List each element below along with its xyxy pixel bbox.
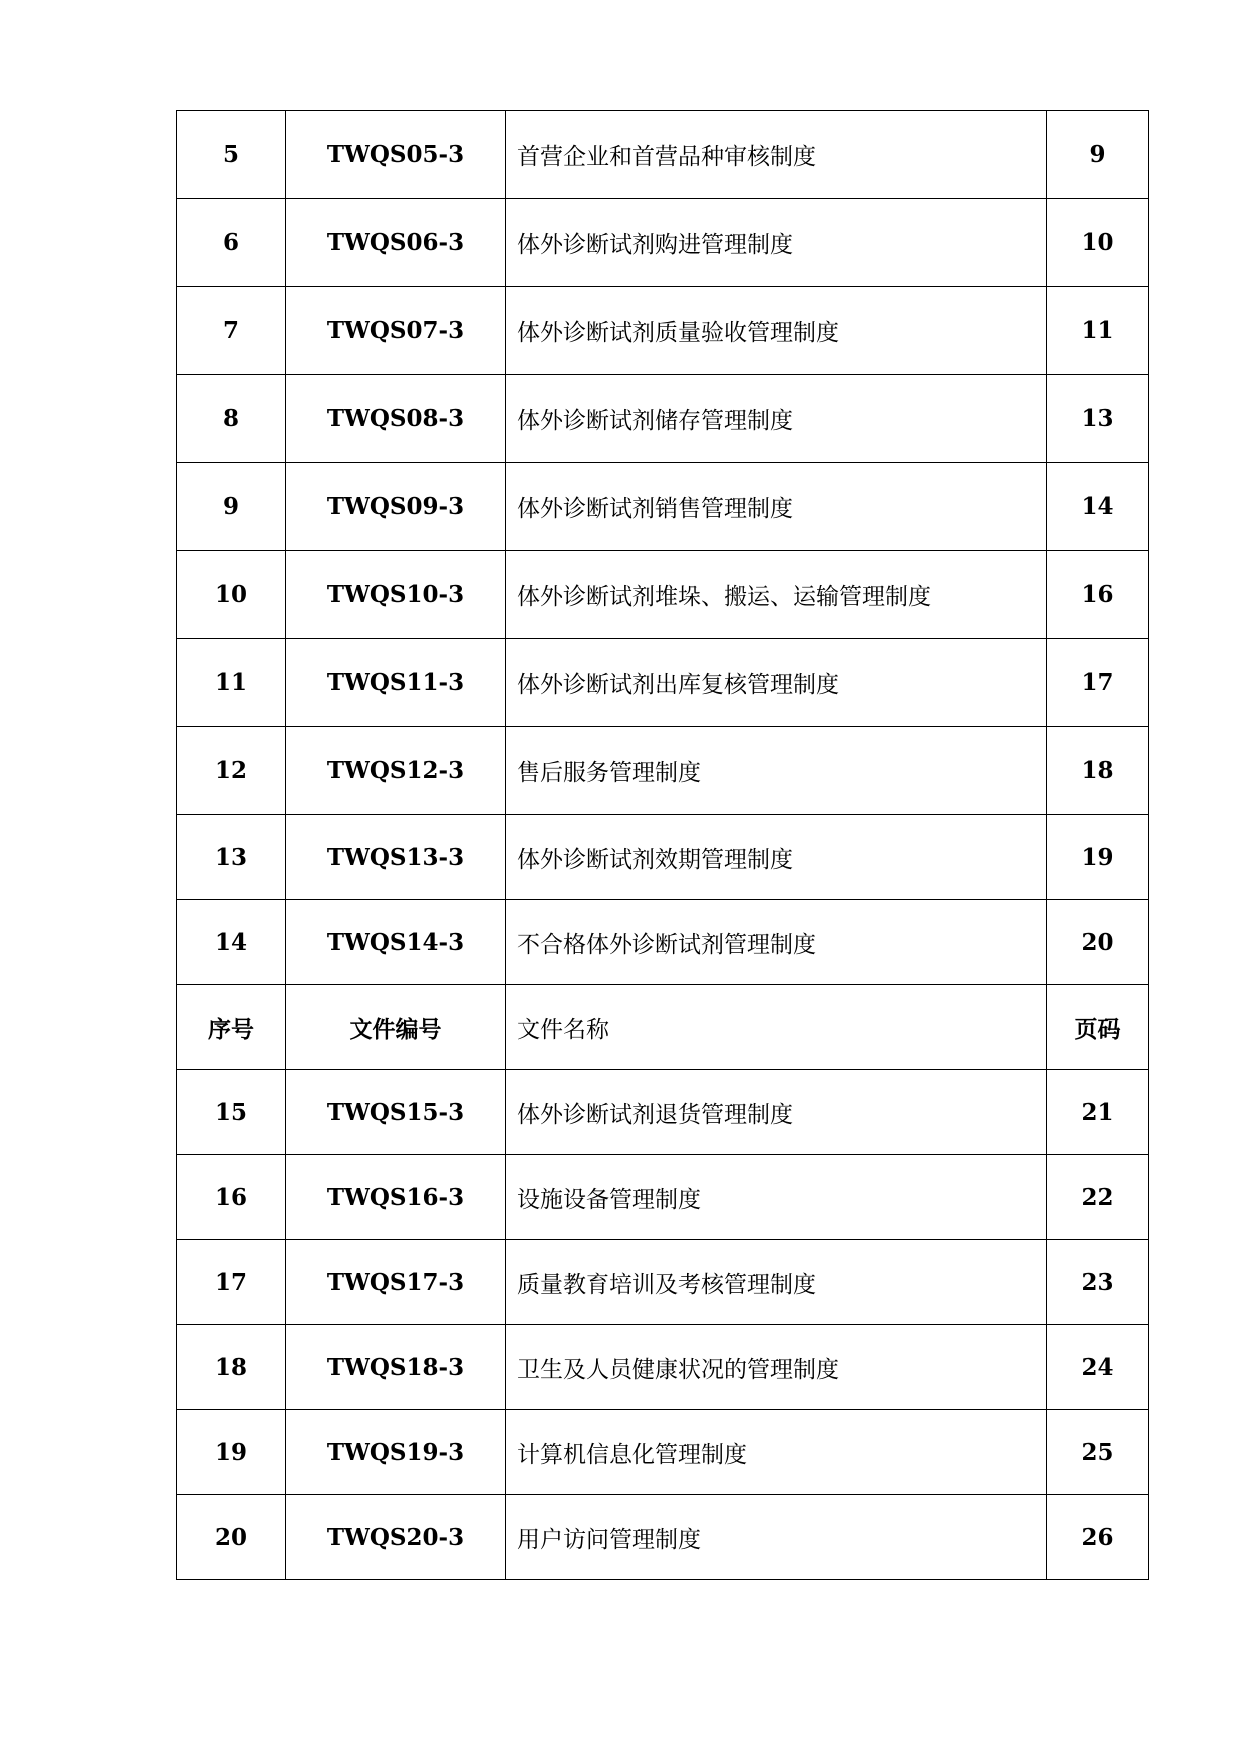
cell-document-name: 体外诊断试剂储存管理制度 <box>506 375 1047 463</box>
cell-page-number: 25 <box>1047 1410 1149 1495</box>
cell-document-code: TWQS07-3 <box>286 287 506 375</box>
cell-page-number: 16 <box>1047 551 1149 639</box>
cell-document-name: 体外诊断试剂出库复核管理制度 <box>506 639 1047 727</box>
cell-number: 10 <box>177 551 286 639</box>
cell-page-number: 14 <box>1047 463 1149 551</box>
cell-document-code: TWQS06-3 <box>286 199 506 287</box>
table-row <box>177 1325 1149 1410</box>
cell-number: 13 <box>177 815 286 900</box>
cell-document-code: TWQS12-3 <box>286 727 506 815</box>
cell-document-name: 体外诊断试剂质量验收管理制度 <box>506 287 1047 375</box>
cell-document-code: TWQS20-3 <box>286 1495 506 1580</box>
header-document-code: 文件编号 <box>286 985 506 1070</box>
cell-document-name: 售后服务管理制度 <box>506 727 1047 815</box>
cell-number: 7 <box>177 287 286 375</box>
cell-document-name: 设施设备管理制度 <box>506 1155 1047 1240</box>
table-row <box>177 551 1149 639</box>
table-row <box>177 639 1149 727</box>
cell-document-code: TWQS14-3 <box>286 900 506 985</box>
cell-number: 16 <box>177 1155 286 1240</box>
cell-document-code: TWQS17-3 <box>286 1240 506 1325</box>
table-row <box>177 1495 1149 1580</box>
cell-number: 18 <box>177 1325 286 1410</box>
header-document-name: 文件名称 <box>506 985 1047 1070</box>
table-row <box>177 900 1149 985</box>
cell-document-code: TWQS05-3 <box>286 111 506 199</box>
cell-document-name: 卫生及人员健康状况的管理制度 <box>506 1325 1047 1410</box>
cell-number: 20 <box>177 1495 286 1580</box>
cell-page-number: 11 <box>1047 287 1149 375</box>
cell-document-name: 体外诊断试剂堆垛、搬运、运输管理制度 <box>506 551 1047 639</box>
table-row <box>177 1070 1149 1155</box>
table-row <box>177 1240 1149 1325</box>
cell-number: 12 <box>177 727 286 815</box>
cell-document-name: 体外诊断试剂购进管理制度 <box>506 199 1047 287</box>
cell-page-number: 13 <box>1047 375 1149 463</box>
table-row <box>177 375 1149 463</box>
cell-document-code: TWQS11-3 <box>286 639 506 727</box>
table-row <box>177 111 1149 199</box>
table-row <box>177 463 1149 551</box>
cell-document-code: TWQS08-3 <box>286 375 506 463</box>
cell-number: 15 <box>177 1070 286 1155</box>
table-row <box>177 199 1149 287</box>
cell-document-code: TWQS16-3 <box>286 1155 506 1240</box>
cell-number: 11 <box>177 639 286 727</box>
cell-document-name: 体外诊断试剂效期管理制度 <box>506 815 1047 900</box>
table-row <box>177 1155 1149 1240</box>
table-row <box>177 1410 1149 1495</box>
table-of-contents <box>176 110 1149 1580</box>
cell-page-number: 24 <box>1047 1325 1149 1410</box>
cell-page-number: 17 <box>1047 639 1149 727</box>
table-row <box>177 727 1149 815</box>
cell-page-number: 18 <box>1047 727 1149 815</box>
table-header-row <box>177 985 1149 1070</box>
header-number: 序号 <box>177 985 286 1070</box>
cell-document-name: 体外诊断试剂销售管理制度 <box>506 463 1047 551</box>
cell-document-code: TWQS15-3 <box>286 1070 506 1155</box>
cell-document-name: 体外诊断试剂退货管理制度 <box>506 1070 1047 1155</box>
cell-number: 5 <box>177 111 286 199</box>
cell-page-number: 26 <box>1047 1495 1149 1580</box>
cell-document-code: TWQS18-3 <box>286 1325 506 1410</box>
cell-number: 14 <box>177 900 286 985</box>
cell-page-number: 9 <box>1047 111 1149 199</box>
cell-number: 19 <box>177 1410 286 1495</box>
table-row <box>177 815 1149 900</box>
cell-number: 9 <box>177 463 286 551</box>
cell-document-name: 质量教育培训及考核管理制度 <box>506 1240 1047 1325</box>
cell-page-number: 10 <box>1047 199 1149 287</box>
cell-page-number: 21 <box>1047 1070 1149 1155</box>
cell-page-number: 20 <box>1047 900 1149 985</box>
header-page-number: 页码 <box>1047 985 1149 1070</box>
cell-document-code: TWQS09-3 <box>286 463 506 551</box>
cell-document-code: TWQS13-3 <box>286 815 506 900</box>
cell-number: 6 <box>177 199 286 287</box>
cell-document-name: 用户访问管理制度 <box>506 1495 1047 1580</box>
cell-page-number: 19 <box>1047 815 1149 900</box>
table-row <box>177 287 1149 375</box>
cell-document-name: 首营企业和首营品种审核制度 <box>506 111 1047 199</box>
cell-number: 8 <box>177 375 286 463</box>
cell-page-number: 23 <box>1047 1240 1149 1325</box>
cell-number: 17 <box>177 1240 286 1325</box>
cell-document-code: TWQS10-3 <box>286 551 506 639</box>
cell-document-name: 计算机信息化管理制度 <box>506 1410 1047 1495</box>
cell-document-code: TWQS19-3 <box>286 1410 506 1495</box>
cell-page-number: 22 <box>1047 1155 1149 1240</box>
cell-document-name: 不合格体外诊断试剂管理制度 <box>506 900 1047 985</box>
